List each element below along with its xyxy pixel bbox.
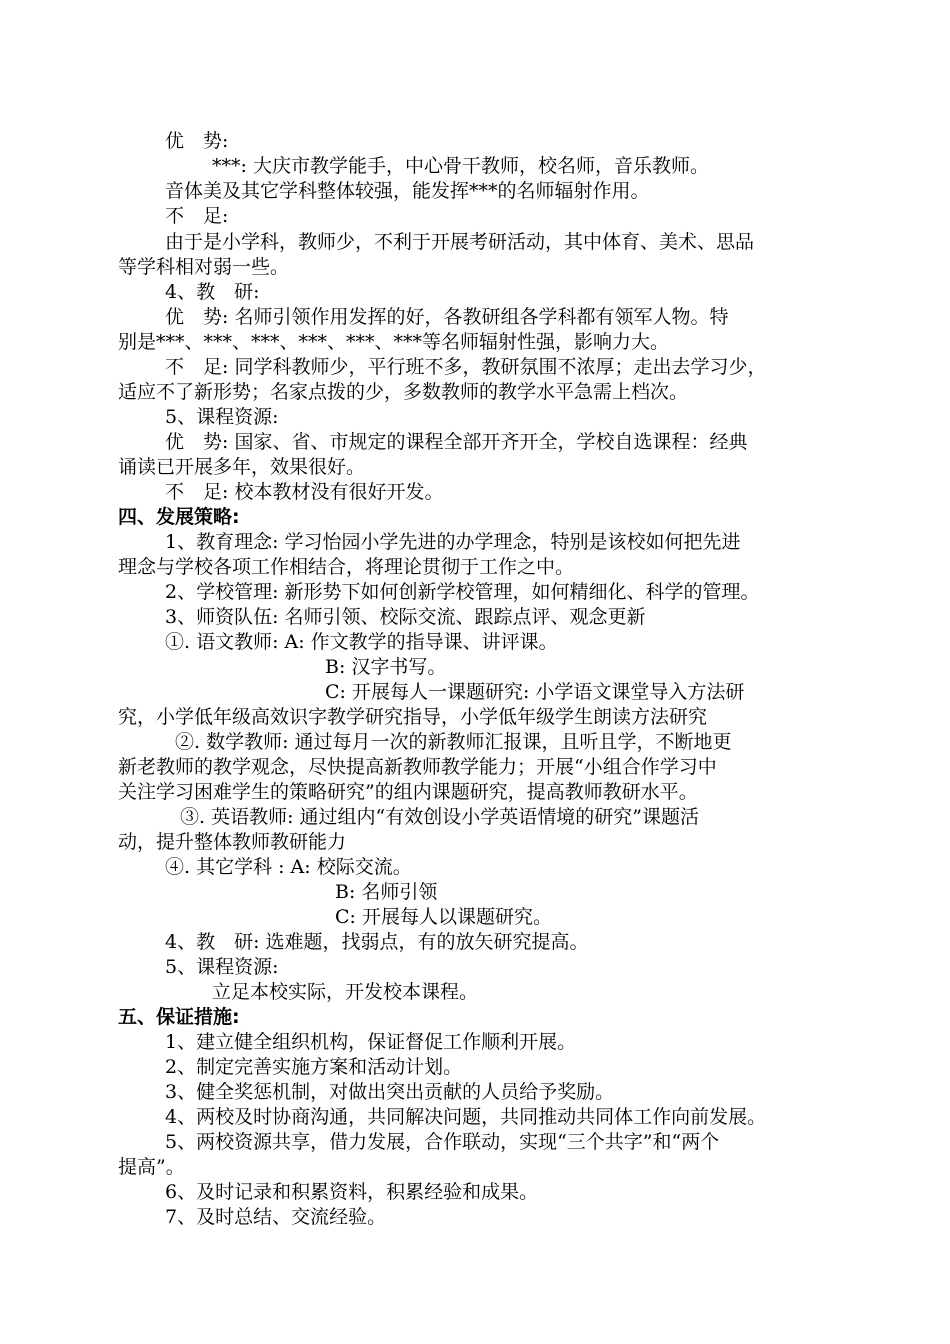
text-line: C: 开展每人以课题研究。: [335, 906, 552, 928]
section-heading: 五、保证措施:: [118, 1006, 240, 1028]
text-line: ④. 其它学科 : A: 校际交流。: [165, 856, 412, 878]
text-line: 提高”。: [118, 1156, 185, 1178]
text-line: C: 开展每人一课题研究: 小学语文课堂导入方法研: [325, 681, 745, 703]
text-line: 2、学校管理: 新形势下如何创新学校管理，如何精细化、科学的管理。: [165, 581, 760, 603]
text-line: 究，小学低年级高效识字教学研究指导，小学低年级学生朗读方法研究: [118, 706, 708, 728]
text-line: 不 足: 校本教材没有很好开发。: [165, 481, 444, 503]
text-line: 优 势: 国家、省、市规定的课程全部开齐开全，学校自选课程：经典: [165, 431, 748, 453]
text-line: 4、教 研: 选难题，找弱点，有的放矢研究提高。: [165, 931, 589, 953]
text-line: ①. 语文教师: A: 作文教学的指导课、讲评课。: [165, 631, 558, 653]
text-line: 音体美及其它学科整体较强，能发挥***的名师辐射作用。: [165, 180, 650, 202]
text-line: 诵读已开展多年，效果很好。: [118, 456, 366, 478]
text-line: 动，提升整体教师教研能力: [118, 831, 347, 853]
text-line: 优 势:: [165, 130, 229, 152]
text-line: 不 足: 同学科教师少，平行班不多，教研氛围不浓厚；走出去学习少，: [165, 356, 767, 378]
text-line: 6、及时记录和积累资料，积累经验和成果。: [165, 1181, 539, 1203]
text-line: 4、教 研:: [165, 281, 260, 303]
text-line: B: 汉字书写。: [325, 656, 447, 678]
text-line: B: 名师引领: [335, 881, 438, 903]
text-line: 立足本校实际，开发校本课程。: [212, 981, 479, 1003]
text-line: 3、师资队伍: 名师引领、校际交流、跟踪点评、观念更新: [165, 606, 646, 628]
text-line: 3、健全奖惩机制，对做出突出贡献的人员给予奖励。: [165, 1081, 615, 1103]
text-line: 5、两校资源共享，借力发展，合作联动，实现“三个共字”和“两个: [165, 1131, 720, 1153]
text-line: 由于是小学科，教师少，不利于开展考研活动，其中体育、美术、思品: [165, 231, 755, 253]
text-line: 理念与学校各项工作相结合，将理论贯彻于工作之中。: [118, 556, 575, 578]
text-line: 优 势: 名师引领作用发挥的好，各教研组各学科都有领军人物。特: [165, 306, 729, 328]
text-line: 2、制定完善实施方案和活动计划。: [165, 1056, 463, 1078]
text-line: 1、建立健全组织机构，保证督促工作顺利开展。: [165, 1031, 577, 1053]
text-line: 新老教师的教学观念，尽快提高新教师教学能力；开展“小组合作学习中: [118, 756, 717, 778]
text-line: 5、课程资源:: [165, 406, 279, 428]
text-line: 等学科相对弱一些。: [118, 256, 290, 278]
text-line: ③. 英语教师: 通过组内“有效创设小学英语情境的研究”课题活: [180, 806, 699, 828]
text-line: 4、两校及时协商沟通，共同解决问题，共同推动共同体工作向前发展。: [165, 1106, 767, 1128]
text-line: 1、教育理念: 学习怡园小学先进的办学理念，特别是该校如何把先进: [165, 531, 741, 553]
text-line: 关注学习困难学生的策略研究”的组内课题研究，提高教师教研水平。: [118, 781, 698, 803]
text-line: 适应不了新形势；名家点拨的少，多数教师的教学水平急需上档次。: [118, 381, 689, 403]
text-line: 7、及时总结、交流经验。: [165, 1206, 387, 1228]
section-heading: 四、发展策略:: [118, 506, 240, 528]
text-line: ***: 大庆市教学能手，中心骨干教师，校名师，音乐教师。: [212, 155, 709, 177]
text-line: ②. 数学教师: 通过每月一次的新教师汇报课，且听且学，不断地更: [175, 731, 732, 753]
text-line: 别是***、***、***、***、***、***等名师辐射性强，影响力大。: [118, 331, 670, 353]
text-line: 不 足:: [165, 205, 229, 227]
text-line: 5、课程资源:: [165, 956, 279, 978]
